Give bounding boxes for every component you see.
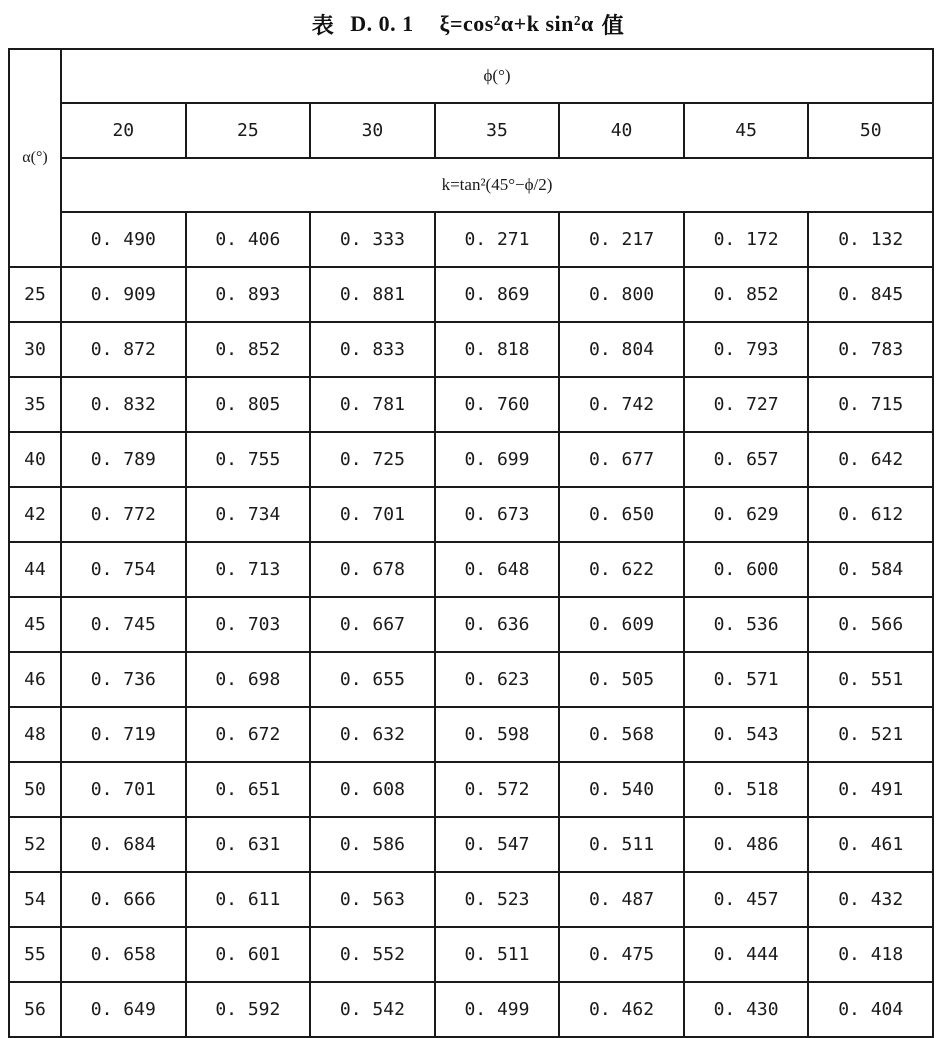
xi-value-cell: 0. 655 [310, 652, 435, 707]
xi-value-cell: 0. 623 [435, 652, 560, 707]
xi-value-cell: 0. 727 [684, 377, 809, 432]
xi-value-cell: 0. 881 [310, 267, 435, 322]
xi-value-cell: 0. 636 [435, 597, 560, 652]
xi-value-cell: 0. 804 [559, 322, 684, 377]
alpha-value-cell: 35 [9, 377, 61, 432]
phi-value-cell: 30 [310, 103, 435, 158]
xi-value-cell: 0. 725 [310, 432, 435, 487]
xi-value-cell: 0. 444 [684, 927, 809, 982]
xi-value-cell: 0. 772 [61, 487, 186, 542]
phi-value-cell: 20 [61, 103, 186, 158]
xi-value-cell: 0. 547 [435, 817, 560, 872]
table-row [9, 322, 933, 377]
xi-value-cell: 0. 666 [61, 872, 186, 927]
phi-header: ϕ(°) [61, 49, 933, 103]
xi-value-cell: 0. 684 [61, 817, 186, 872]
xi-value-cell: 0. 462 [559, 982, 684, 1037]
alpha-value-cell: 52 [9, 817, 61, 872]
table-title-suffix: 值 [601, 12, 625, 38]
alpha-value-cell: 44 [9, 542, 61, 597]
xi-value-cell: 0. 789 [61, 432, 186, 487]
xi-value-cell: 0. 629 [684, 487, 809, 542]
xi-value-cell: 0. 552 [310, 927, 435, 982]
table-title-prefix: 表 [311, 12, 335, 38]
xi-value-cell: 0. 781 [310, 377, 435, 432]
alpha-value-cell: 42 [9, 487, 61, 542]
alpha-value-cell: 55 [9, 927, 61, 982]
table-row [9, 542, 933, 597]
xi-value-cell: 0. 632 [310, 707, 435, 762]
alpha-value-cell: 50 [9, 762, 61, 817]
xi-value-cell: 0. 742 [559, 377, 684, 432]
phi-value-cell: 35 [435, 103, 560, 158]
alpha-value-cell: 54 [9, 872, 61, 927]
table-row [9, 927, 933, 982]
xi-value-cell: 0. 672 [186, 707, 311, 762]
xi-value-cell: 0. 736 [61, 652, 186, 707]
xi-value-cell: 0. 612 [808, 487, 933, 542]
xi-value-cell: 0. 678 [310, 542, 435, 597]
xi-value-cell: 0. 566 [808, 597, 933, 652]
xi-value-cell: 0. 584 [808, 542, 933, 597]
alpha-value-cell: 48 [9, 707, 61, 762]
alpha-column-header: α(°) [9, 49, 61, 267]
table-row [9, 652, 933, 707]
xi-value-cell: 0. 418 [808, 927, 933, 982]
alpha-value-cell: 46 [9, 652, 61, 707]
xi-value-cell: 0. 571 [684, 652, 809, 707]
table-row [9, 267, 933, 322]
xi-value-cell: 0. 673 [435, 487, 560, 542]
xi-value-table [8, 48, 934, 1038]
k-value-cell: 0. 172 [684, 212, 809, 267]
table-row [9, 432, 933, 487]
xi-value-cell: 0. 523 [435, 872, 560, 927]
xi-value-cell: 0. 540 [559, 762, 684, 817]
xi-value-cell: 0. 631 [186, 817, 311, 872]
header-row-k-formula [9, 158, 933, 212]
xi-value-cell: 0. 491 [808, 762, 933, 817]
alpha-value-cell: 25 [9, 267, 61, 322]
xi-value-cell: 0. 511 [559, 817, 684, 872]
xi-value-cell: 0. 486 [684, 817, 809, 872]
xi-value-cell: 0. 563 [310, 872, 435, 927]
xi-value-cell: 0. 600 [684, 542, 809, 597]
table-row [9, 597, 933, 652]
xi-value-cell: 0. 703 [186, 597, 311, 652]
xi-value-cell: 0. 667 [310, 597, 435, 652]
xi-value-cell: 0. 505 [559, 652, 684, 707]
xi-value-cell: 0. 611 [186, 872, 311, 927]
xi-value-cell: 0. 648 [435, 542, 560, 597]
xi-value-cell: 0. 609 [559, 597, 684, 652]
table-row [9, 377, 933, 432]
xi-value-cell: 0. 698 [186, 652, 311, 707]
table-row [9, 707, 933, 762]
xi-value-cell: 0. 845 [808, 267, 933, 322]
xi-value-cell: 0. 852 [684, 267, 809, 322]
table-title-formula: ξ=cos²α+k sin²α [439, 11, 594, 36]
xi-value-cell: 0. 499 [435, 982, 560, 1037]
xi-value-cell: 0. 642 [808, 432, 933, 487]
xi-value-cell: 0. 457 [684, 872, 809, 927]
header-row-k-values [9, 212, 933, 267]
xi-value-cell: 0. 568 [559, 707, 684, 762]
xi-value-cell: 0. 832 [61, 377, 186, 432]
alpha-value-cell: 40 [9, 432, 61, 487]
table-row [9, 982, 933, 1037]
xi-value-cell: 0. 651 [186, 762, 311, 817]
table-row [9, 872, 933, 927]
xi-value-cell: 0. 745 [61, 597, 186, 652]
xi-value-cell: 0. 650 [559, 487, 684, 542]
phi-value-cell: 50 [808, 103, 933, 158]
phi-value-cell: 45 [684, 103, 809, 158]
xi-value-cell: 0. 805 [186, 377, 311, 432]
xi-value-cell: 0. 601 [186, 927, 311, 982]
k-value-cell: 0. 217 [559, 212, 684, 267]
table-row [9, 762, 933, 817]
xi-value-cell: 0. 487 [559, 872, 684, 927]
xi-value-cell: 0. 430 [684, 982, 809, 1037]
xi-value-cell: 0. 461 [808, 817, 933, 872]
alpha-value-cell: 30 [9, 322, 61, 377]
header-row-phi-values [9, 103, 933, 158]
xi-value-cell: 0. 649 [61, 982, 186, 1037]
alpha-value-cell: 45 [9, 597, 61, 652]
xi-value-cell: 0. 783 [808, 322, 933, 377]
xi-value-cell: 0. 909 [61, 267, 186, 322]
xi-value-cell: 0. 658 [61, 927, 186, 982]
xi-value-cell: 0. 521 [808, 707, 933, 762]
phi-value-cell: 25 [186, 103, 311, 158]
xi-value-cell: 0. 719 [61, 707, 186, 762]
xi-value-cell: 0. 701 [310, 487, 435, 542]
xi-value-cell: 0. 800 [559, 267, 684, 322]
header-row-phi [9, 49, 933, 103]
k-value-cell: 0. 406 [186, 212, 311, 267]
xi-value-cell: 0. 551 [808, 652, 933, 707]
xi-value-cell: 0. 657 [684, 432, 809, 487]
xi-value-cell: 0. 760 [435, 377, 560, 432]
xi-value-cell: 0. 715 [808, 377, 933, 432]
xi-value-cell: 0. 818 [435, 322, 560, 377]
k-formula-header: k=tan²(45°−ϕ/2) [61, 158, 933, 212]
k-value-cell: 0. 490 [61, 212, 186, 267]
xi-value-cell: 0. 598 [435, 707, 560, 762]
xi-value-cell: 0. 793 [684, 322, 809, 377]
k-value-cell: 0. 271 [435, 212, 560, 267]
phi-value-cell: 40 [559, 103, 684, 158]
xi-value-cell: 0. 586 [310, 817, 435, 872]
xi-value-cell: 0. 542 [310, 982, 435, 1037]
k-value-cell: 0. 132 [808, 212, 933, 267]
table-number: D. 0. 1 [350, 11, 414, 36]
xi-value-cell: 0. 699 [435, 432, 560, 487]
xi-value-cell: 0. 852 [186, 322, 311, 377]
xi-value-cell: 0. 872 [61, 322, 186, 377]
xi-value-cell: 0. 432 [808, 872, 933, 927]
xi-value-cell: 0. 608 [310, 762, 435, 817]
xi-value-cell: 0. 475 [559, 927, 684, 982]
xi-value-cell: 0. 734 [186, 487, 311, 542]
xi-value-cell: 0. 404 [808, 982, 933, 1037]
xi-value-cell: 0. 572 [435, 762, 560, 817]
xi-value-cell: 0. 622 [559, 542, 684, 597]
alpha-value-cell: 56 [9, 982, 61, 1037]
xi-value-cell: 0. 536 [684, 597, 809, 652]
xi-value-cell: 0. 833 [310, 322, 435, 377]
xi-value-cell: 0. 543 [684, 707, 809, 762]
xi-value-cell: 0. 511 [435, 927, 560, 982]
table-row [9, 817, 933, 872]
xi-value-cell: 0. 677 [559, 432, 684, 487]
xi-value-cell: 0. 755 [186, 432, 311, 487]
xi-value-cell: 0. 518 [684, 762, 809, 817]
k-value-cell: 0. 333 [310, 212, 435, 267]
xi-value-cell: 0. 701 [61, 762, 186, 817]
xi-value-cell: 0. 713 [186, 542, 311, 597]
xi-value-cell: 0. 869 [435, 267, 560, 322]
xi-value-cell: 0. 754 [61, 542, 186, 597]
table-title [0, 0, 936, 48]
xi-value-cell: 0. 893 [186, 267, 311, 322]
xi-value-cell: 0. 592 [186, 982, 311, 1037]
table-row [9, 487, 933, 542]
